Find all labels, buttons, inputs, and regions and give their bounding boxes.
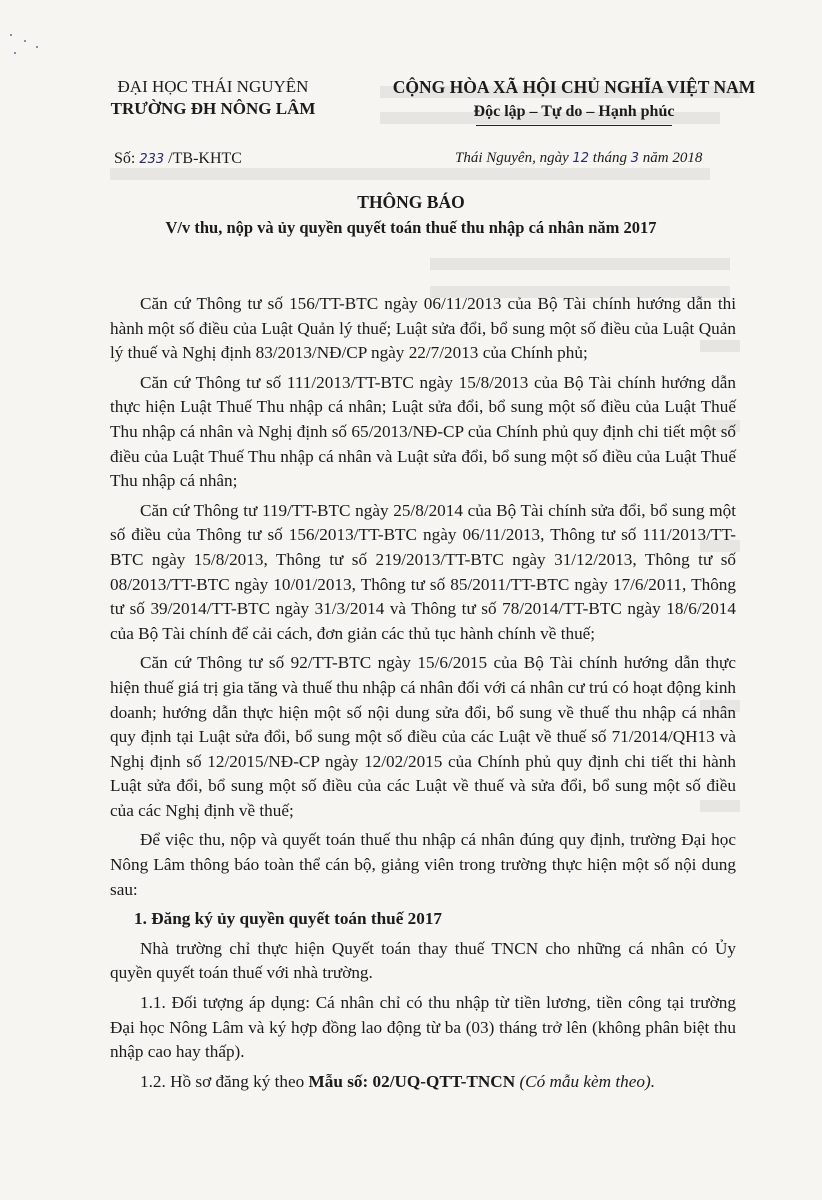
- paragraph: Căn cứ Thông tư số 111/2013/TT-BTC ngày 15/8/2013 của Bộ Tài chính hướng dẫn thực hiện Luật Thuế Thu nhập cá nhân; Luật sửa đổi, bổ sung một số điều của Luật Thuế Thu nhập cá nhân và Nghị định số 65/2013/NĐ-CP của Chính phủ quy định chi tiết một số điều của Luật Thuế Thu nhập cá nhân và Luật sửa đổi, bổ sung một số điều của Luật Thuế Thu nhập cá nhân;: [110, 372, 736, 491]
- paragraph: [110, 1070, 736, 1095]
- paragraph: Căn cứ Thông tư số 92/TT-BTC ngày 15/6/2015 của Bộ Tài chính hướng dẫn thực hiện thuế giá trị gia tăng và thuế thu nhập cá nhân đối với cá nhân cư trú có hoạt động kinh doanh; hướng dẫn thực hiện một số nội dung sửa đổi, bổ sung về thuế thu nhập cá nhân quy định tại Luật sửa đổi, bổ sung một số điều của các Luật về thuế số 71/2014/QH13 và Nghị định số 12/2015/NĐ-CP ngày 12/02/2015 của Chính phủ quy định chi tiết thi hành Luật sửa đổi, bổ sung một số điều của các Luật về thuế và sửa đổi, bổ sung một số điều của các Nghị định về thuế;: [110, 653, 737, 820]
- form-code: Mẫu số: 02/UQ-QTT-TNCN: [308, 1071, 516, 1091]
- date-month-handwritten: 3: [630, 151, 639, 166]
- issuing-organization: [78, 76, 348, 120]
- paragraph: Nhà trường chỉ thực hiện Quyết toán thay thuế TNCN cho những cá nhân có Ủy quyền quyết toán thuế với nhà trường.: [110, 938, 736, 983]
- issuing-school: TRƯỜNG ĐH NÔNG LÂM: [110, 99, 316, 118]
- national-motto: [358, 76, 790, 123]
- doc-number-suffix: /TB-KHTC: [168, 150, 242, 167]
- country-name: CỘNG HÒA XÃ HỘI CHỦ NGHĨA VIỆT NAM: [392, 77, 756, 97]
- parent-organization: ĐẠI HỌC THÁI NGUYÊN: [117, 77, 309, 96]
- doc-number-prefix: Số:: [114, 150, 136, 167]
- paragraph: 1.1. Đối tượng áp dụng: Cá nhân chỉ có thu nhập từ tiền lương, tiền công tại trường Đại học Nông Lâm và ký hợp đồng lao động từ ba (03) tháng trở lên (không phân biệt thu nhập cao hay thấp).: [110, 993, 736, 1062]
- document-date: [455, 150, 702, 167]
- section-heading: 1. Đăng ký ủy quyền quyết toán thuế 2017: [134, 909, 443, 929]
- scan-speck-marks: [6, 30, 50, 60]
- paragraph: Căn cứ Thông tư 119/TT-BTC ngày 25/8/2014 của Bộ Tài chính sửa đổi, bổ sung một số điều của Thông tư số 156/2013/TT-BTC ngày 06/11/2013, Thông tư số 111/2013/TT-BTC ngày 15/8/2013, Thông tư số 219/2013/TT-BTC ngày 31/12/2013, Thông tư số 08/2013/TT-BTC ngày 10/01/2013, Thông tư số 85/2011/TT-BTC ngày 17/6/2011, Thông tư số 39/2014/TT-BTC ngày 31/3/2014 và Thông tư số 78/2014/TT-BTC ngày 18/6/2014 của Bộ Tài chính để cải cách, đơn giản các thủ tục hành chính về thuế;: [110, 500, 736, 643]
- paragraph: Để việc thu, nộp và quyết toán thuế thu nhập cá nhân đúng quy định, trường Đại học Nông Lâm thông báo toàn thể cán bộ, giảng viên trong trường thực hiện một số nội dung sau:: [110, 830, 736, 899]
- document-number: [114, 150, 242, 168]
- form-note: (Có mẫu kèm theo).: [519, 1071, 655, 1091]
- paragraph: Căn cứ Thông tư số 156/TT-BTC ngày 06/11/2013 của Bộ Tài chính hướng dẫn thi hành một số điều của Luật Quản lý thuế; Luật sửa đổi, bổ sung một số điều của Luật Quản lý thuế và Nghị định 83/2013/NĐ/CP ngày 22/7/2013 của Chính phủ;: [110, 294, 736, 363]
- date-month-label: tháng: [592, 150, 627, 166]
- document-subject: V/v thu, nộp và ủy quyền quyết toán thuế thu nhập cá nhân năm 2017: [165, 218, 657, 237]
- item-prefix: 1.2. Hồ sơ đăng ký theo: [140, 1071, 305, 1091]
- date-place: Thái Nguyên, ngày: [455, 150, 569, 166]
- motto-line: Độc lập – Tự do – Hạnh phúc: [474, 100, 675, 123]
- doc-number-handwritten: 233: [139, 152, 165, 167]
- date-day-handwritten: 12: [572, 151, 590, 166]
- document-body: [110, 292, 736, 1099]
- document-title: THÔNG BÁO: [357, 192, 465, 212]
- date-year: năm 2018: [642, 150, 703, 166]
